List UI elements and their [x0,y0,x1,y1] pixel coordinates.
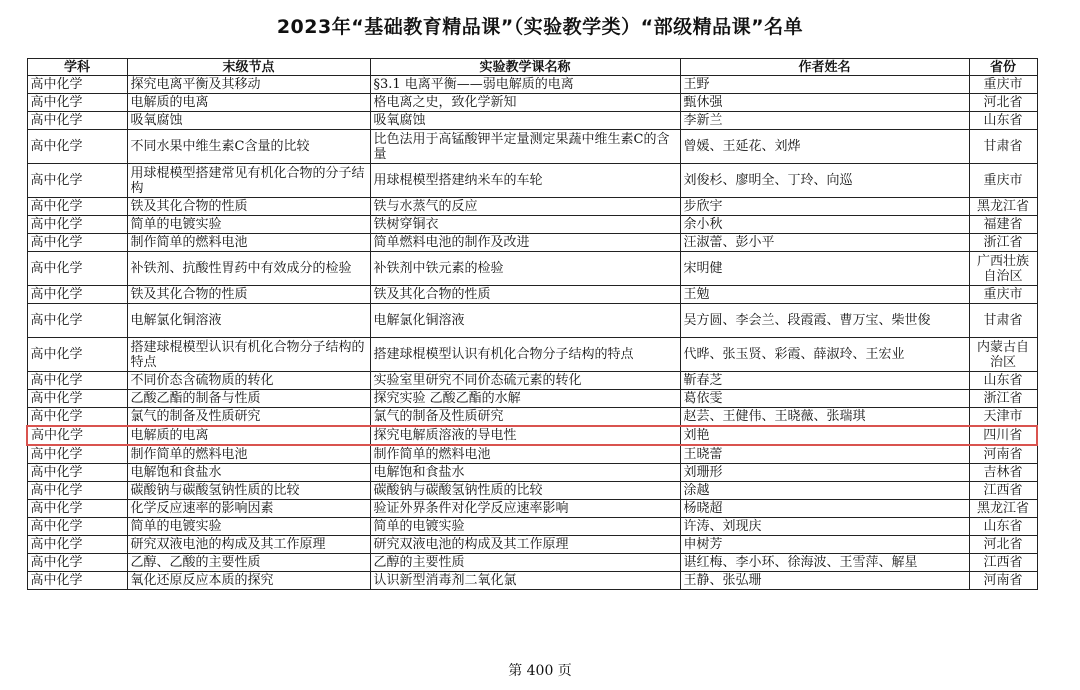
table-row [27,572,1037,590]
table-row [27,536,1037,554]
cell-province: 吉林省 [969,464,1037,482]
cell-node: 用球棍模型搭建常见有机化合物的分子结构 [127,164,370,198]
cell-node: 乙醇、乙酸的主要性质 [127,554,370,572]
cell-course-name: 乙醇的主要性质 [370,554,680,572]
cell-node: 制作简单的燃料电池 [127,445,370,464]
cell-subject: 高中化学 [27,130,127,164]
cell-province: 山东省 [969,112,1037,130]
cell-province: 山东省 [969,518,1037,536]
cell-authors: 葛依雯 [680,390,969,408]
cell-node: 乙酸乙酯的制备与性质 [127,390,370,408]
table-row [27,518,1037,536]
cell-course-name: 探究实验 乙酸乙酯的水解 [370,390,680,408]
cell-authors: 宋明健 [680,252,969,286]
cell-course-name: 补铁剂中铁元素的检验 [370,252,680,286]
cell-node: 电解饱和食盐水 [127,464,370,482]
cell-course-name: 铁及其化合物的性质 [370,286,680,304]
header-node: 末级节点 [127,59,370,76]
cell-course-name: 吸氧腐蚀 [370,112,680,130]
cell-subject: 高中化学 [27,518,127,536]
cell-course-name: 认识新型消毒剂二氧化氯 [370,572,680,590]
cell-course-name: 比色法用于高锰酸钾半定量测定果蔬中维生素C的含量 [370,130,680,164]
cell-authors: 刘珊形 [680,464,969,482]
cell-node: 搭建球棍模型认识有机化合物分子结构的特点 [127,338,370,372]
cell-province: 甘肃省 [969,130,1037,164]
cell-node: 探究电离平衡及其移动 [127,76,370,94]
table-row [27,76,1037,94]
cell-subject: 高中化学 [27,252,127,286]
cell-course-name: 电解饱和食盐水 [370,464,680,482]
cell-course-name: 研究双液电池的构成及其工作原理 [370,536,680,554]
cell-subject: 高中化学 [27,445,127,464]
cell-province: 四川省 [969,426,1037,445]
cell-authors: 王勉 [680,286,969,304]
cell-province: 重庆市 [969,164,1037,198]
cell-subject: 高中化学 [27,76,127,94]
cell-province: 浙江省 [969,390,1037,408]
cell-course-name: 制作简单的燃料电池 [370,445,680,464]
cell-authors: 杨晓超 [680,500,969,518]
cell-course-name: 简单燃料电池的制作及改进 [370,234,680,252]
cell-node: 氧化还原反应本质的探究 [127,572,370,590]
cell-course-name: 验证外界条件对化学反应速率影响 [370,500,680,518]
cell-subject: 高中化学 [27,500,127,518]
cell-node: 制作简单的燃料电池 [127,234,370,252]
table-row [27,164,1037,198]
table-row [27,304,1037,338]
cell-node: 氯气的制备及性质研究 [127,408,370,427]
cell-province: 广西壮族自治区 [969,252,1037,286]
cell-authors: 王晓蕾 [680,445,969,464]
table-row-highlighted [27,426,1037,445]
table-row [27,252,1037,286]
cell-course-name: 用球棍模型搭建纳米车的车轮 [370,164,680,198]
cell-authors: 谌红梅、李小环、徐海波、王雪萍、解星 [680,554,969,572]
table-row [27,554,1037,572]
cell-authors: 王野 [680,76,969,94]
cell-subject: 高中化学 [27,536,127,554]
header-province: 省份 [969,59,1037,76]
cell-authors: 曾媛、王延花、刘烨 [680,130,969,164]
cell-province: 江西省 [969,554,1037,572]
cell-province: 江西省 [969,482,1037,500]
cell-node: 电解氯化铜溶液 [127,304,370,338]
cell-node: 电解质的电离 [127,94,370,112]
cell-authors: 吴方圆、李会兰、段霞霞、曹万宝、柴世俊 [680,304,969,338]
cell-authors: 代晔、张玉贤、彩霞、薛淑玲、王宏业 [680,338,969,372]
cell-subject: 高中化学 [27,216,127,234]
table-row [27,94,1037,112]
cell-node: 简单的电镀实验 [127,216,370,234]
cell-authors: 靳春芝 [680,372,969,390]
cell-node: 吸氧腐蚀 [127,112,370,130]
cell-authors: 涂越 [680,482,969,500]
cell-province: 浙江省 [969,234,1037,252]
table-body [27,76,1037,590]
table-row [27,372,1037,390]
cell-node: 铁及其化合物的性质 [127,198,370,216]
cell-authors: 刘俊杉、廖明全、丁玲、向巡 [680,164,969,198]
table-row [27,130,1037,164]
cell-course-name: 实验室里研究不同价态硫元素的转化 [370,372,680,390]
cell-course-name: 简单的电镀实验 [370,518,680,536]
table-row [27,198,1037,216]
cell-subject: 高中化学 [27,304,127,338]
cell-course-name: 搭建球棍模型认识有机化合物分子结构的特点 [370,338,680,372]
cell-course-name: 电解氯化铜溶液 [370,304,680,338]
cell-authors: 步欣宇 [680,198,969,216]
cell-course-name: 铁树穿铜衣 [370,216,680,234]
cell-node: 研究双液电池的构成及其工作原理 [127,536,370,554]
cell-subject: 高中化学 [27,234,127,252]
page-number: 第 400 页 [508,663,572,679]
table-row [27,408,1037,427]
cell-course-name: 氯气的制备及性质研究 [370,408,680,427]
cell-subject: 高中化学 [27,286,127,304]
cell-course-name: 格电离之史，致化学新知 [370,94,680,112]
table-row [27,500,1037,518]
cell-authors: 王静、张弘珊 [680,572,969,590]
cell-province: 河南省 [969,572,1037,590]
header-authors: 作者姓名 [680,59,969,76]
cell-authors: 甄休强 [680,94,969,112]
cell-subject: 高中化学 [27,464,127,482]
cell-authors: 汪淑蕾、彭小平 [680,234,969,252]
cell-subject: 高中化学 [27,94,127,112]
cell-node: 补铁剂、抗酸性胃药中有效成分的检验 [127,252,370,286]
table-row [27,216,1037,234]
table-row [27,234,1037,252]
cell-node: 不同价态含硫物质的转化 [127,372,370,390]
cell-province: 内蒙古自治区 [969,338,1037,372]
table-row [27,482,1037,500]
cell-province: 黑龙江省 [969,500,1037,518]
cell-authors: 许涛、刘现庆 [680,518,969,536]
cell-province: 山东省 [969,372,1037,390]
cell-node: 化学反应速率的影响因素 [127,500,370,518]
cell-authors: 申树芳 [680,536,969,554]
cell-province: 河北省 [969,94,1037,112]
cell-province: 甘肃省 [969,304,1037,338]
cell-subject: 高中化学 [27,372,127,390]
cell-subject: 高中化学 [27,338,127,372]
cell-subject: 高中化学 [27,482,127,500]
cell-subject: 高中化学 [27,572,127,590]
cell-node: 简单的电镀实验 [127,518,370,536]
cell-province: 重庆市 [969,76,1037,94]
table-header-row [27,59,1037,76]
table-row [27,112,1037,130]
cell-subject: 高中化学 [27,554,127,572]
cell-authors: 刘艳 [680,426,969,445]
cell-course-name: 铁与水蒸气的反应 [370,198,680,216]
cell-course-name: §3.1 电离平衡——弱电解质的电离 [370,76,680,94]
course-list-table [26,58,1038,590]
table-row [27,464,1037,482]
cell-subject: 高中化学 [27,408,127,427]
cell-province: 重庆市 [969,286,1037,304]
table-row [27,445,1037,464]
cell-province: 河南省 [969,445,1037,464]
document-title: 2023年“基础教育精品课”（实验教学类）“部级精品课”名单 [276,16,804,38]
cell-node: 碳酸钠与碳酸氢钠性质的比较 [127,482,370,500]
cell-province: 黑龙江省 [969,198,1037,216]
cell-authors: 余小秋 [680,216,969,234]
cell-subject: 高中化学 [27,198,127,216]
cell-subject: 高中化学 [27,112,127,130]
cell-province: 福建省 [969,216,1037,234]
cell-course-name: 碳酸钠与碳酸氢钠性质的比较 [370,482,680,500]
cell-province: 天津市 [969,408,1037,427]
cell-subject: 高中化学 [27,390,127,408]
cell-subject: 高中化学 [27,164,127,198]
cell-course-name: 探究电解质溶液的导电性 [370,426,680,445]
table-row [27,338,1037,372]
header-course-name: 实验教学课名称 [370,59,680,76]
table-row [27,286,1037,304]
cell-node: 铁及其化合物的性质 [127,286,370,304]
table-row [27,390,1037,408]
header-subject: 学科 [27,59,127,76]
cell-node: 不同水果中维生素C含量的比较 [127,130,370,164]
cell-authors: 李新兰 [680,112,969,130]
cell-province: 河北省 [969,536,1037,554]
cell-node: 电解质的电离 [127,426,370,445]
cell-subject: 高中化学 [27,426,127,445]
cell-authors: 赵芸、王健伟、王晓薇、张瑞琪 [680,408,969,427]
